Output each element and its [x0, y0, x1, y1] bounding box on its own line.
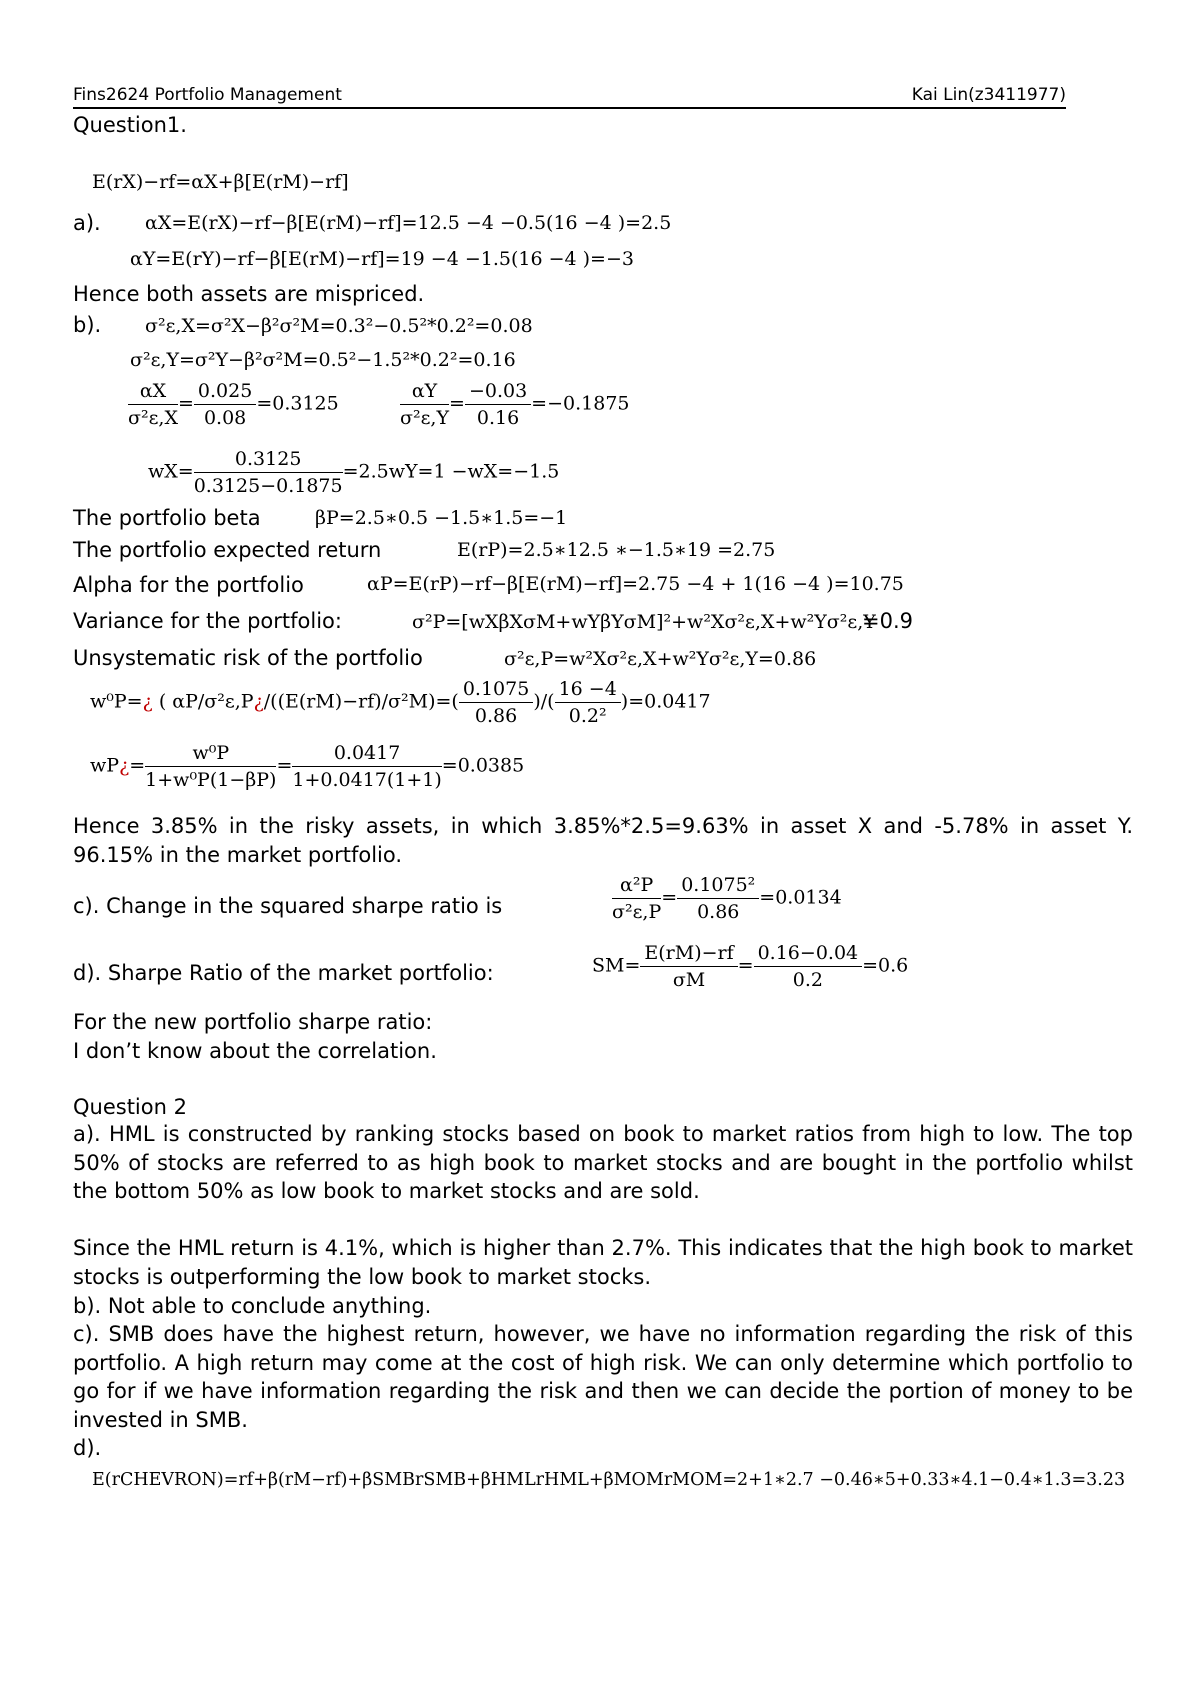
- resid-var-x-equation: σ²ε,X=σ²X−β²σ²M=0.3²−0.5²*0.2²=0.08: [145, 315, 533, 337]
- q1c-result: =0.0134: [759, 886, 842, 909]
- q1c-value-numerator: 0.1075²: [677, 872, 759, 899]
- w0-red-mark: ¿: [142, 690, 153, 713]
- w0-lhs: w⁰P=: [90, 690, 143, 713]
- resid-var-y-equation: σ²ε,Y=σ²Y−β²σ²M=0.5²−1.5²*0.2²=0.16: [130, 349, 516, 371]
- q1d-line-1: For the new portfolio sharpe ratio:: [73, 1010, 433, 1034]
- capm-equation: E(rX)−rf=αX+β[E(rM)−rf]: [92, 171, 349, 193]
- w0-fraction-2-numerator: 16 −4: [555, 676, 621, 703]
- q1b-conclusion: Hence 3.85% in the risky assets, in which 3.85%*2.5=9.63% in asset X and -5.78% in asset Y. 96.15% in the market portfolio.: [73, 814, 1133, 867]
- unsystematic-equation: σ²ε,P=w²Xσ²ε,X+w²Yσ²ε,Y=0.86: [504, 648, 817, 670]
- wstar-fraction-2-numerator: 0.0417: [292, 740, 441, 767]
- w0-middle: ( αP/σ²ε,P: [158, 690, 254, 713]
- w0-red-mark-2: ¿: [253, 690, 264, 713]
- wstar-fraction-1-denominator: 1+w⁰P(1−βP): [145, 769, 277, 791]
- q1c-numerator: α²P: [612, 872, 661, 899]
- page-header: [73, 82, 1066, 106]
- q1c-value-fraction: [677, 872, 759, 925]
- q1c-label: c). Change in the squared sharpe ratio is: [73, 894, 503, 918]
- wstar-lhs: wP: [90, 754, 120, 777]
- variance-equation: σ²P=[wXβXσM+wYβYσM]²+w²Xσ²ε,X+w²Yσ²ε,Y: [412, 611, 876, 633]
- return-equation: E(rP)=2.5∗12.5 ∗−1.5∗19 =2.75: [457, 539, 776, 561]
- q1c-expression: $\frac{\text{α²P}}{\text{σ²ε,P}}$ = $\frac{\text{0.1075²}}{0.86}$ =0.0134: [612, 874, 842, 923]
- q1a-conclusion: Hence both assets are mispriced.: [73, 282, 425, 306]
- q1d-label: d). Sharpe Ratio of the market portfolio:: [73, 961, 494, 985]
- ratio-y-symbol-fraction: [400, 378, 449, 431]
- alpha-y-equation: αY=E(rY)−rf−β[E(rM)−rf]=19 −4 −1.5(16 −4 )=−3: [130, 248, 634, 270]
- w0-result: )=0.0417: [620, 690, 711, 713]
- ratio-x-symbol-fraction: [128, 378, 178, 431]
- ratio-y-value-numerator: −0.03: [465, 378, 531, 405]
- author-name: Kai Lin(z3411977): [911, 85, 1066, 105]
- wstar-red-mark: ¿: [119, 754, 130, 777]
- course-title: Fins2624 Portfolio Management: [73, 85, 342, 105]
- ratio-y-value-fraction: [465, 378, 531, 431]
- w0-expression: [90, 676, 711, 729]
- sharpe-value-fraction: [754, 940, 863, 993]
- alpha-equation: αP=E(rP)−rf−β[E(rM)−rf]=2.75 −4 + 1(16 −4 )=10.75: [367, 573, 904, 595]
- ratio-x-result: =0.3125: [256, 392, 339, 415]
- ratio-y-denominator: σ²ε,Y: [400, 407, 450, 429]
- ratio-y-value-denominator: 0.16: [476, 407, 520, 429]
- ratio-x-denominator: σ²ε,X: [128, 407, 178, 429]
- sharpe-lhs: SM=: [592, 954, 641, 977]
- q2d-equation: E(rCHEVRON)=rf+β(rM−rf)+βSMBrSMB+βHMLrHML+βMOMrMOM=2+1∗2.7 −0.46∗5+0.33∗4.1−0.4∗1.3=3.23: [92, 1470, 1126, 1490]
- weights-expression: [148, 446, 559, 499]
- unsystematic-label: Unsystematic risk of the portfolio: [73, 646, 423, 670]
- variance-result: =0.9: [862, 609, 913, 633]
- sharpe-result: =0.6: [862, 954, 909, 977]
- q2a-paragraph-1: a). HML is constructed by ranking stocks based on book to market ratios from high to low. The top 50% of stocks are referred to as high book to market stocks and are bought in the portfolio whilst the bottom 50% as low book to market stocks and are sold.: [73, 1122, 1133, 1203]
- ratio-y-result: =−0.1875: [531, 392, 630, 415]
- q2d-label: d).: [73, 1436, 102, 1460]
- return-label: The portfolio expected return: [73, 538, 382, 562]
- wstar-fraction-1: [145, 740, 276, 793]
- ratio-y-expression: $\frac{\alpha Y}{\text{σ²ε,Y}}$ = $\frac{-0.03}{0.16}$ =−0.1875: [400, 380, 630, 429]
- q2b-paragraph: b). Not able to conclude anything.: [73, 1294, 432, 1318]
- ratio-x-numerator: αX: [128, 378, 178, 405]
- w0-fraction-2-denominator: 0.2²: [568, 705, 607, 727]
- variance-label: Variance for the portfolio:: [73, 609, 342, 633]
- w0-fraction-1: [459, 676, 533, 729]
- beta-equation: βP=2.5∗0.5 −1.5∗1.5=−1: [315, 507, 568, 529]
- sharpe-denominator: σM: [672, 969, 706, 991]
- q1a-label: a).: [73, 211, 101, 235]
- header-rule: [73, 107, 1066, 109]
- wstar-equals: =: [129, 754, 146, 777]
- wstar-fraction-1-numerator: w⁰P: [145, 740, 276, 767]
- weight-x-denominator: 0.3125−0.1875: [193, 475, 343, 497]
- w0-fraction-1-numerator: 0.1075: [459, 676, 533, 703]
- wstar-expression: wP¿= $\frac{\text{w⁰P}}{\text{1+w⁰P(1−βP)}}$ = $\frac{0.0417}{1+0.0417(1+1)}$ =0.0385: [90, 742, 525, 791]
- ratio-y-numerator: αY: [400, 378, 449, 405]
- q2-title: Question 2: [73, 1095, 187, 1119]
- beta-label: The portfolio beta: [73, 506, 261, 530]
- q2c-paragraph: c). SMB does have the highest return, however, we have no information regarding the risk of this portfolio. A high return may come at the cost of high risk. We can only determine which portfolio to go for if we have information regarding the risk and then we can decide the portion of money to be invested in SMB.: [73, 1322, 1133, 1432]
- alpha-x-equation: αX=E(rX)−rf−β[E(rM)−rf]=12.5 −4 −0.5(16 −4 )=2.5: [145, 212, 672, 234]
- alpha-label: Alpha for the portfolio: [73, 573, 304, 597]
- w0-separator: )/(: [533, 690, 555, 713]
- weight-x-fraction: [194, 446, 343, 499]
- q2a-paragraph-2: Since the HML return is 4.1%, which is higher than 2.7%. This indicates that the high book to market stocks is outperforming the low book to market stocks.: [73, 1236, 1133, 1289]
- w0-fraction-1-denominator: 0.86: [474, 705, 518, 727]
- wstar-fraction-2-denominator: 1+0.0417(1+1): [292, 769, 442, 791]
- wstar-fraction-2: [292, 740, 441, 793]
- weight-x-lhs: wX=: [148, 460, 194, 483]
- q1c-symbol-fraction: [612, 872, 661, 925]
- q1c-value-denominator: 0.86: [697, 901, 740, 923]
- weight-x-numerator: 0.3125: [194, 446, 343, 473]
- w0-rest: /((E(rM)−rf)/σ²M)=(: [263, 690, 459, 713]
- q1b-label: b).: [73, 313, 102, 337]
- q1c-denominator: σ²ε,P: [612, 901, 662, 923]
- sharpe-symbol-fraction: [640, 940, 737, 993]
- sharpe-value-denominator: 0.2: [792, 969, 823, 991]
- q1-title: Question1.: [73, 113, 187, 137]
- ratio-x-value-fraction: [194, 378, 256, 431]
- sharpe-numerator: E(rM)−rf: [640, 940, 737, 967]
- ratio-x-value-numerator: 0.025: [194, 378, 256, 405]
- ratio-x-expression: $\frac{\alpha X}{\text{σ²ε,X}}$ = $\frac{0.025}{0.08}$ =0.3125: [128, 380, 339, 429]
- w0-fraction-2: [555, 676, 621, 729]
- weight-results: =2.5wY=1 −wX=−1.5: [342, 460, 560, 483]
- q1d-expression: SM= $\frac{E(rM)-rf}{\sigma M}$ = $\frac{0.16-0.04}{0.2}$ =0.6: [592, 942, 909, 991]
- wstar-result: =0.0385: [441, 754, 525, 777]
- ratio-x-value-denominator: 0.08: [203, 407, 247, 429]
- sharpe-value-numerator: 0.16−0.04: [754, 940, 863, 967]
- q1d-line-2: I don’t know about the correlation.: [73, 1039, 437, 1063]
